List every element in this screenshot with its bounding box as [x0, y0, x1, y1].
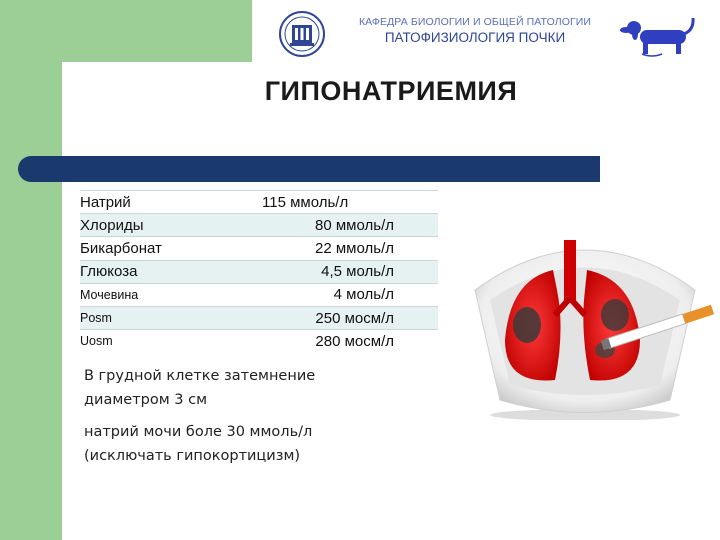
lab-value: 80 ммоль/л	[250, 214, 438, 237]
lab-name: Глюкоза	[80, 260, 250, 283]
lab-name: Мочевина	[80, 283, 250, 306]
dachshund-icon	[618, 10, 698, 60]
table-row	[80, 260, 438, 283]
lab-value: 250 мосм/л	[250, 306, 438, 329]
note-line: (исключать гипокортицизм)	[84, 448, 301, 464]
top-green-band	[62, 0, 252, 62]
lab-value: 115 ммоль/л	[250, 191, 438, 214]
lab-name: Натрий	[80, 191, 250, 214]
table-row	[80, 306, 438, 329]
subject-name: ПАТОФИЗИОЛОГИЯ ПОЧКИ	[384, 30, 566, 45]
note-line: натрий мочи боле 30 ммоль/л	[84, 424, 313, 440]
urine-note	[84, 420, 384, 468]
slide-title: ГИПОНАТРИЕМИЯ	[264, 76, 518, 106]
header	[340, 16, 610, 45]
note-line: В грудной клетке затемнение	[84, 368, 316, 384]
xray-note	[84, 364, 384, 412]
lab-value: 4,5 моль/л	[250, 260, 438, 283]
left-green-band	[0, 0, 62, 540]
lab-name: Хлориды	[80, 214, 250, 237]
table-row	[80, 330, 438, 353]
table-row	[80, 191, 438, 214]
lab-value: 4 моль/л	[250, 283, 438, 306]
table-row	[80, 214, 438, 237]
table-row	[80, 283, 438, 306]
lab-name: Uosm	[80, 330, 250, 353]
table-row	[80, 237, 438, 260]
note-line: диаметром 3 см	[84, 392, 208, 408]
lab-value: 280 мосм/л	[250, 330, 438, 353]
lab-value: 22 ммоль/л	[250, 237, 438, 260]
lab-name: Бикарбонат	[80, 237, 250, 260]
title-divider-bar	[18, 156, 600, 182]
department-name: КАФЕДРА БИОЛОГИИ И ОБЩЕЙ ПАТОЛОГИИ	[358, 16, 592, 28]
university-logo-icon	[278, 10, 326, 58]
lab-results-table	[80, 190, 438, 353]
lab-name: Posm	[80, 306, 250, 329]
lungs-ashtray-image	[465, 230, 720, 420]
